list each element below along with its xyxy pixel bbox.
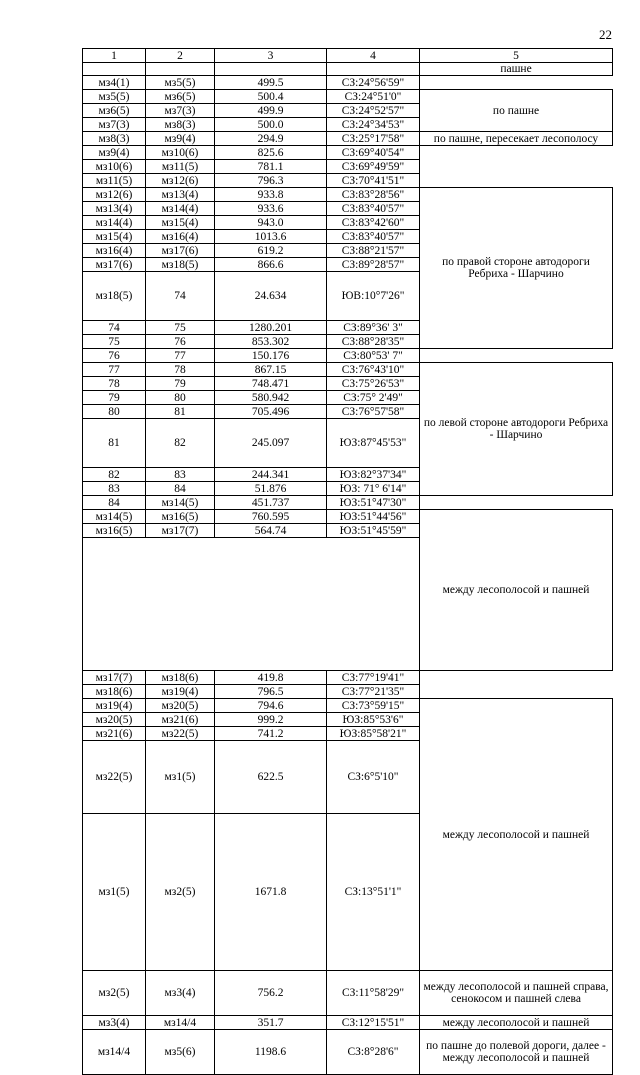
to-point-cell: 79 [146,377,215,391]
bearing-cell: СЗ:6°5'10" [327,741,420,814]
header-cell-5: 5 [420,49,613,63]
table-row [83,1016,613,1030]
header-cell-1: 1 [83,49,146,63]
from-point-cell: 76 [83,349,146,363]
to-point-cell: мз6(5) [146,90,215,104]
boundary-table [82,48,613,1075]
bearing-cell: СЗ:73°59'15" [327,699,420,713]
header-cell-4: 4 [327,49,420,63]
to-point-cell: мз13(4) [146,188,215,202]
from-point-cell: 74 [83,321,146,335]
to-point-cell: 74 [146,272,215,321]
length-cell: 499.9 [215,104,327,118]
length-cell: 619.2 [215,244,327,258]
from-point-cell: 81 [83,419,146,468]
to-point-cell: мз20(5) [146,699,215,713]
table-row [83,363,613,377]
to-point-cell: 77 [146,349,215,363]
to-point-cell: мз12(6) [146,174,215,188]
from-point-cell: 78 [83,377,146,391]
to-point-cell: 82 [146,419,215,468]
from-point-cell: мз13(4) [83,202,146,216]
table-row [83,132,613,146]
to-point-cell: мз3(4) [146,971,215,1016]
to-point-cell: мз21(6) [146,713,215,727]
description-cell: по пашне [420,90,613,132]
bearing-cell: СЗ:24°56'59" [327,76,420,90]
length-cell: 943.0 [215,216,327,230]
description-cell: между лесополосой и пашней [420,699,613,971]
to-point-cell: мз5(5) [146,76,215,90]
bearing-cell: СЗ:25°17'58" [327,132,420,146]
to-point-cell: мз18(5) [146,258,215,272]
length-cell: 853.302 [215,335,327,349]
bearing-cell: СЗ:80°53' 7" [327,349,420,363]
to-point-cell: мз15(4) [146,216,215,230]
from-point-cell: мз17(6) [83,258,146,272]
bearing-cell: ЮВ:10°7'26" [327,272,420,321]
from-point-cell: 80 [83,405,146,419]
length-cell: 150.176 [215,349,327,363]
length-cell: 756.2 [215,971,327,1016]
table-row [83,971,613,1016]
length-cell: 51.876 [215,482,327,496]
from-point-cell: мз20(5) [83,713,146,727]
bearing-cell: ЮЗ:85°58'21" [327,727,420,741]
from-point-cell: мз4(1) [83,76,146,90]
from-point-cell: мз14/4 [83,1030,146,1075]
bearing-cell: СЗ:24°51'0" [327,90,420,104]
from-point-cell: 79 [83,391,146,405]
from-point-cell: мз6(5) [83,104,146,118]
to-point-cell: 83 [146,468,215,482]
length-cell: 1013.6 [215,230,327,244]
to-point-cell: 76 [146,335,215,349]
length-cell: 741.2 [215,727,327,741]
description-cell: пашне [420,63,613,76]
to-point-cell: мз14(4) [146,202,215,216]
length-cell: 245.097 [215,419,327,468]
from-point-cell: мз18(6) [83,685,146,699]
bearing-cell: СЗ:75° 2'49" [327,391,420,405]
length-cell: 294.9 [215,132,327,146]
bearing-cell: СЗ:89°28'57" [327,258,420,272]
from-point-cell: мз21(6) [83,727,146,741]
table-row [83,188,613,202]
length-cell: 794.6 [215,699,327,713]
length-cell: 1198.6 [215,1030,327,1075]
from-point-cell: мз14(5) [83,510,146,524]
table-row [83,174,613,188]
length-cell: 999.2 [215,713,327,727]
table-row [83,146,613,160]
table-row [83,671,613,685]
from-point-cell: мз19(4) [83,699,146,713]
to-point-cell: 80 [146,391,215,405]
to-point-cell: мз2(5) [146,814,215,971]
length-cell: 705.496 [215,405,327,419]
bearing-cell: СЗ:83°42'60" [327,216,420,230]
length-cell: 796.3 [215,174,327,188]
to-point-cell: 84 [146,482,215,496]
length-cell: 1671.8 [215,814,327,971]
to-point-cell: мз16(5) [146,510,215,524]
description-cell: по левой стороне автодороги Ребриха - Шарчино [420,363,613,496]
from-point-cell: мз16(5) [83,524,146,538]
to-point-cell: мз11(5) [146,160,215,174]
bearing-cell: СЗ:89°36' 3" [327,321,420,335]
length-cell: 244.341 [215,468,327,482]
from-point-cell: мз7(3) [83,118,146,132]
from-point-cell: мз11(5) [83,174,146,188]
length-cell: 419.8 [215,671,327,685]
from-point-cell: мз18(5) [83,272,146,321]
to-point-cell: мз16(4) [146,230,215,244]
bearing-cell: СЗ:76°43'10" [327,363,420,377]
from-point-cell: мз5(5) [83,90,146,104]
table-row [83,76,613,90]
description-cell: по пашне, пересекает лесополосу [420,132,613,146]
table-row [83,1030,613,1075]
table-row [83,349,613,363]
header-cell-3: 3 [215,49,327,63]
length-cell: 580.942 [215,391,327,405]
length-cell [215,63,327,76]
to-point-cell: мз10(6) [146,146,215,160]
to-point-cell: мз22(5) [146,727,215,741]
length-cell: 1280.201 [215,321,327,335]
to-point-cell: мз17(7) [146,524,215,538]
bearing-cell: ЮЗ: 71° 6'14" [327,482,420,496]
to-point-cell: мз5(6) [146,1030,215,1075]
to-point-cell: мз19(4) [146,685,215,699]
bearing-cell: СЗ:83°40'57" [327,230,420,244]
bearing-cell: ЮЗ:51°44'56" [327,510,420,524]
to-point-cell: мз1(5) [146,741,215,814]
length-cell: 933.6 [215,202,327,216]
to-point-cell: мз14/4 [146,1016,215,1030]
bearing-cell: СЗ:8°28'6" [327,1030,420,1075]
from-point-cell: мз22(5) [83,741,146,814]
length-cell: 867.15 [215,363,327,377]
description-cell: между лесополосой и пашней справа, сенокосом и пашней слева [420,971,613,1016]
table-row [83,63,613,76]
to-point-cell [146,63,215,76]
table-row [83,699,613,713]
bearing-cell: СЗ:77°19'41" [327,671,420,685]
merged-blank-cell [83,538,420,671]
table-row [83,510,613,524]
bearing-cell: СЗ:24°52'57" [327,104,420,118]
length-cell: 760.595 [215,510,327,524]
from-point-cell: мз8(3) [83,132,146,146]
to-point-cell: мз9(4) [146,132,215,146]
bearing-cell: ЮЗ:51°47'30" [327,496,420,510]
from-point-cell [83,63,146,76]
description-cell: между лесополосой и пашней [420,1016,613,1030]
description-cell: по правой стороне автодороги Ребриха - Шарчино [420,188,613,349]
to-point-cell: мз7(3) [146,104,215,118]
bearing-cell: СЗ:24°34'53" [327,118,420,132]
from-point-cell: мз1(5) [83,814,146,971]
length-cell: 622.5 [215,741,327,814]
page-number: 22 [599,27,612,42]
from-point-cell: мз16(4) [83,244,146,258]
to-point-cell: 81 [146,405,215,419]
to-point-cell: мз17(6) [146,244,215,258]
bearing-cell: СЗ:76°57'58" [327,405,420,419]
table-row [83,160,613,174]
bearing-cell: ЮЗ:82°37'34" [327,468,420,482]
description-cell: между лесополосой и пашней [420,510,613,671]
from-point-cell: мз3(4) [83,1016,146,1030]
table-row [83,496,613,510]
description-cell: по пашне до полевой дороги, далее - между лесополосой и пашней [420,1030,613,1075]
bearing-cell: ЮЗ:85°53'6" [327,713,420,727]
bearing-cell: СЗ:11°58'29" [327,971,420,1016]
length-cell: 451.737 [215,496,327,510]
from-point-cell: мз10(6) [83,160,146,174]
to-point-cell: мз18(6) [146,671,215,685]
from-point-cell: мз15(4) [83,230,146,244]
bearing-cell: ЮЗ:51°45'59" [327,524,420,538]
bearing-cell: СЗ:83°40'57" [327,202,420,216]
bearing-cell: СЗ:83°28'56" [327,188,420,202]
to-point-cell: мз14(5) [146,496,215,510]
from-point-cell: мз17(7) [83,671,146,685]
table-header-row [83,49,613,63]
length-cell: 499.5 [215,76,327,90]
length-cell: 825.6 [215,146,327,160]
length-cell: 500.4 [215,90,327,104]
header-cell-2: 2 [146,49,215,63]
bearing-cell: СЗ:13°51'1" [327,814,420,971]
table-row [83,685,613,699]
length-cell: 796.5 [215,685,327,699]
from-point-cell: мз9(4) [83,146,146,160]
length-cell: 564.74 [215,524,327,538]
bearing-cell: СЗ:12°15'51" [327,1016,420,1030]
from-point-cell: 84 [83,496,146,510]
length-cell: 500.0 [215,118,327,132]
from-point-cell: 82 [83,468,146,482]
from-point-cell: 77 [83,363,146,377]
from-point-cell: мз14(4) [83,216,146,230]
bearing-cell: СЗ:88°28'35" [327,335,420,349]
bearing-cell [327,63,420,76]
length-cell: 748.471 [215,377,327,391]
from-point-cell: 83 [83,482,146,496]
bearing-cell: СЗ:77°21'35" [327,685,420,699]
from-point-cell: 75 [83,335,146,349]
to-point-cell: 75 [146,321,215,335]
from-point-cell: мз12(6) [83,188,146,202]
length-cell: 24.634 [215,272,327,321]
bearing-cell: СЗ:69°40'54" [327,146,420,160]
bearing-cell: ЮЗ:87°45'53" [327,419,420,468]
table-row [83,90,613,104]
from-point-cell: мз2(5) [83,971,146,1016]
bearing-cell: СЗ:88°21'57" [327,244,420,258]
boundary-table-body [83,49,613,1075]
length-cell: 781.1 [215,160,327,174]
bearing-cell: СЗ:75°26'53" [327,377,420,391]
length-cell: 933.8 [215,188,327,202]
bearing-cell: СЗ:70°41'51" [327,174,420,188]
to-point-cell: мз8(3) [146,118,215,132]
to-point-cell: 78 [146,363,215,377]
length-cell: 351.7 [215,1016,327,1030]
length-cell: 866.6 [215,258,327,272]
bearing-cell: СЗ:69°49'59" [327,160,420,174]
